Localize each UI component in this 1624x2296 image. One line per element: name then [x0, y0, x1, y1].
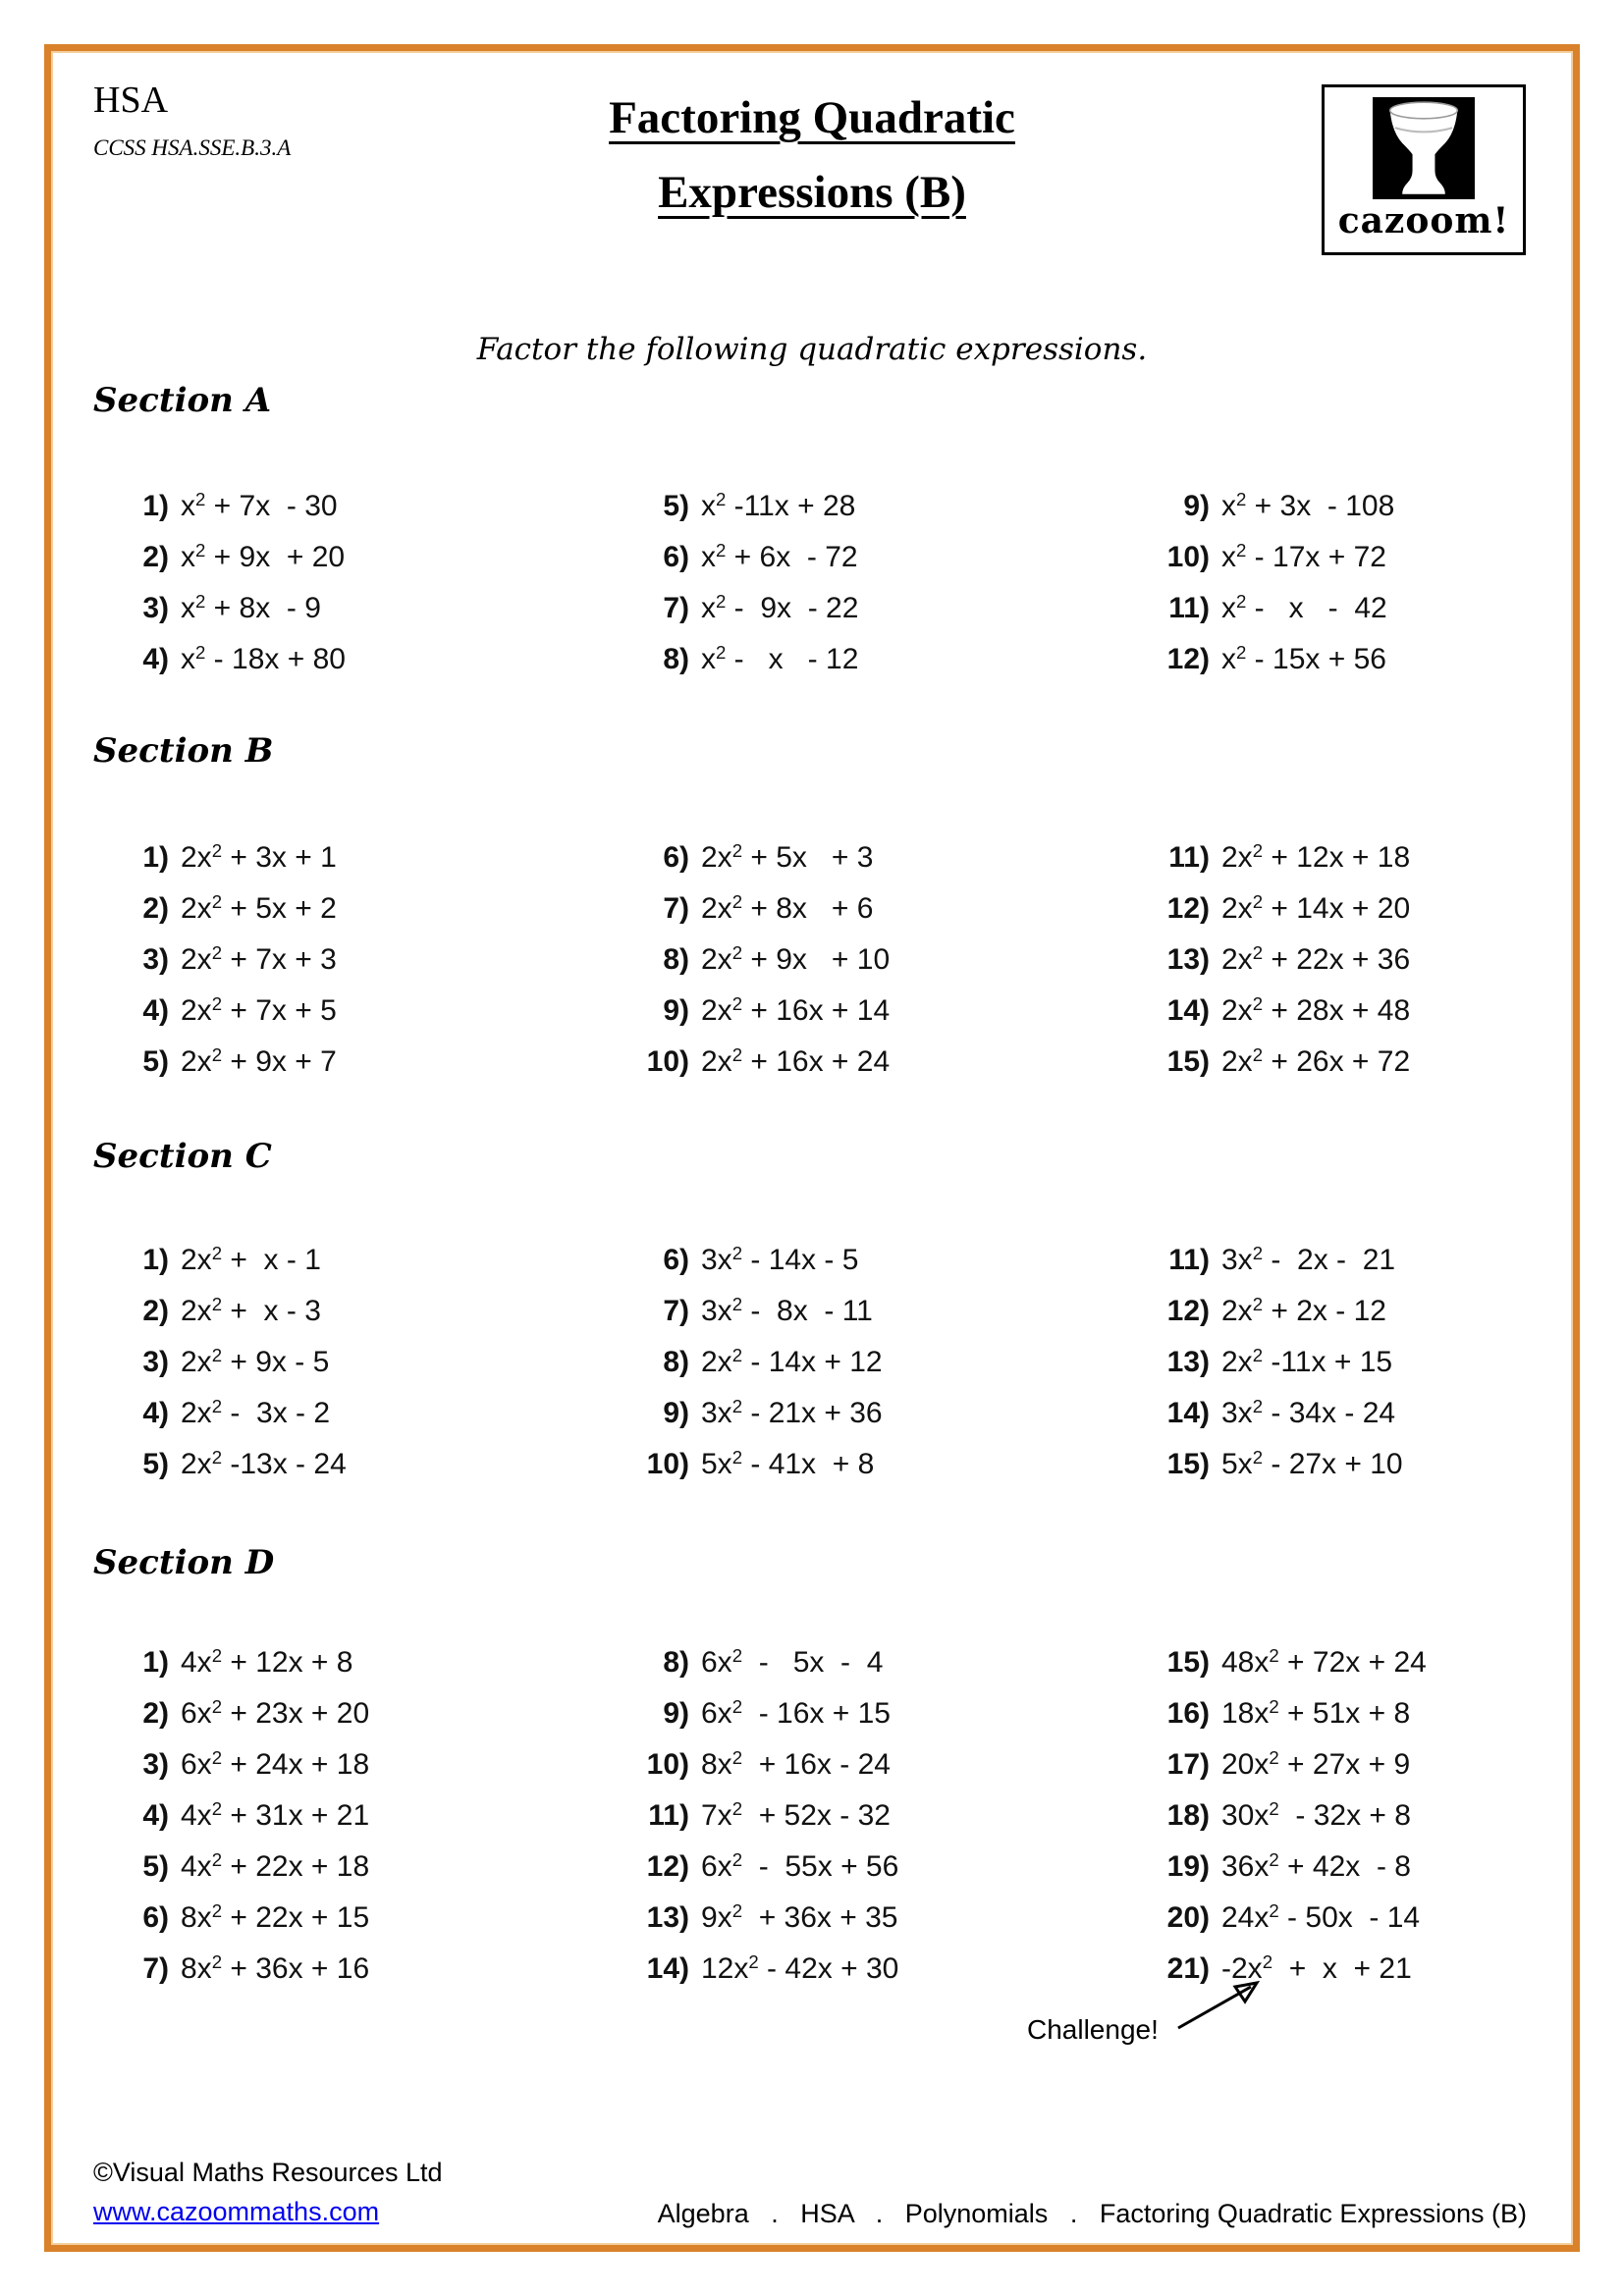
problem-expression: $6x^2 - 5x - 4$ — [701, 1644, 884, 1679]
problem-number: 13) — [646, 1901, 689, 1934]
problem-number: 10) — [646, 1748, 689, 1781]
problem-expression: $6x^2 - 55x + 56$ — [701, 1848, 899, 1883]
problem-column — [1139, 481, 1394, 685]
problem-number: 4) — [142, 1397, 169, 1429]
problem-expression: $2x^2 + 7x + 3$ — [181, 941, 337, 976]
problem-item — [98, 883, 337, 934]
problem-expression: $2x^2$ -13x - 24 — [181, 1446, 347, 1480]
problem-number: 3) — [142, 943, 169, 976]
problem-expression: $20x^2 + 27x + 9$ — [1221, 1746, 1411, 1781]
problem-item — [619, 634, 858, 685]
problem-item — [98, 1944, 369, 1995]
problem-number: 18) — [1166, 1799, 1210, 1832]
problem-number: 9) — [663, 994, 689, 1027]
problem-item — [619, 1637, 898, 1688]
problem-expression: $2x^2 + 5x + 3$ — [701, 839, 874, 874]
problem-expression: $2x^2 + 12x + 18$ — [1221, 839, 1411, 874]
title-line-1: Factoring Quadratic — [609, 92, 1015, 143]
problem-item — [98, 481, 346, 532]
problem-item — [1139, 1893, 1427, 1944]
drum-icon — [1373, 97, 1475, 199]
problem-item — [98, 1337, 347, 1388]
cazoom-logo — [1322, 84, 1526, 255]
problem-item — [1139, 934, 1410, 986]
problem-number: 19) — [1166, 1850, 1210, 1883]
problem-expression: $8x^2 + 22x + 15$ — [181, 1899, 370, 1934]
problem-number: 11) — [1168, 841, 1210, 874]
problem-expression: $30x^2 - 32x + 8$ — [1221, 1797, 1411, 1832]
course-code: HSA — [93, 80, 169, 121]
problem-item — [98, 1637, 369, 1688]
problem-number: 8) — [663, 643, 689, 675]
problem-item — [1139, 1439, 1403, 1490]
problem-expression: $24x^2 - 50x - 14$ — [1221, 1899, 1421, 1934]
problem-expression: $12x^2 - 42x + 30$ — [701, 1950, 899, 1985]
problem-number: 5) — [142, 1850, 169, 1883]
problem-expression: $6x^2 - 16x + 15$ — [701, 1695, 891, 1730]
problem-expression: $5x^2 - 27x + 10$ — [1221, 1446, 1403, 1480]
problem-column — [98, 832, 337, 1088]
challenge-arrow-icon — [1170, 1971, 1269, 2040]
problem-expression: $x^2 + 6x - 72$ — [701, 539, 858, 573]
problem-number: 5) — [142, 1045, 169, 1078]
worksheet-title — [419, 80, 1205, 230]
problem-item — [1139, 1235, 1403, 1286]
problem-expression: $2x^2 + 9x - 5$ — [181, 1344, 330, 1378]
cazoom-logo-text: cazoom! — [1337, 200, 1510, 241]
problem-expression: $2x^2 + 28x + 48$ — [1221, 992, 1411, 1027]
problem-expression: $6x^2 + 24x + 18$ — [181, 1746, 370, 1781]
problem-expression: $x^2 - 18x + 80$ — [181, 641, 346, 675]
problem-item — [1139, 1842, 1427, 1893]
problem-number: 12) — [1166, 1295, 1210, 1327]
footer-breadcrumb: Algebra . HSA . Polynomials . Factoring Quadratic Expressions (B) — [657, 2199, 1527, 2228]
problem-item — [619, 934, 890, 986]
problem-item — [619, 1235, 883, 1286]
problem-expression: $2x^2 - 3x - 2$ — [181, 1395, 331, 1429]
problem-item — [1139, 986, 1410, 1037]
problem-item — [619, 481, 858, 532]
problem-number: 11) — [648, 1799, 689, 1832]
problem-expression: $18x^2 + 51x + 8$ — [1221, 1695, 1411, 1730]
section-c-heading: Section C — [93, 1137, 272, 1176]
problem-item — [98, 532, 346, 583]
problem-expression: $48x^2 + 72x + 24$ — [1221, 1644, 1427, 1679]
problem-number: 8) — [663, 1646, 689, 1679]
problem-item — [98, 1388, 347, 1439]
problem-number: 3) — [142, 592, 169, 624]
problem-expression: $x^2$ -11x + 28 — [701, 488, 856, 522]
problem-expression: $4x^2 + 12x + 8$ — [181, 1644, 353, 1679]
problem-item — [1139, 1286, 1403, 1337]
problem-expression: $2x^2 + x - 3$ — [181, 1293, 321, 1327]
problem-number: 15) — [1166, 1448, 1210, 1480]
problem-item — [98, 934, 337, 986]
problem-item — [619, 1790, 898, 1842]
problem-expression: $3x^2 - 21x + 36$ — [701, 1395, 883, 1429]
problem-item — [619, 1688, 898, 1739]
problem-number: 10) — [646, 1448, 689, 1480]
problem-item — [619, 832, 890, 883]
problem-number: 12) — [1166, 643, 1210, 675]
problem-expression: $3x^2 - 8x - 11$ — [701, 1293, 873, 1327]
problem-item — [98, 1286, 347, 1337]
problem-number: 2) — [142, 892, 169, 925]
problem-number: 9) — [1183, 490, 1210, 522]
problem-item — [619, 883, 890, 934]
problem-number: 8) — [663, 943, 689, 976]
problem-item — [98, 1790, 369, 1842]
problem-number: 6) — [663, 841, 689, 874]
problem-column — [98, 1637, 369, 1995]
problem-column — [98, 481, 346, 685]
problem-column — [619, 832, 890, 1088]
problem-number: 14) — [1166, 994, 1210, 1027]
problem-expression: $x^2 + 9x + 20$ — [181, 539, 346, 573]
problem-number: 15) — [1166, 1646, 1210, 1679]
problem-number: 11) — [1168, 1244, 1210, 1276]
problem-expression: $4x^2 + 22x + 18$ — [181, 1848, 370, 1883]
section-d-heading: Section D — [93, 1543, 275, 1582]
problem-number: 8) — [663, 1346, 689, 1378]
problem-number: 11) — [1168, 592, 1210, 624]
problem-expression: $x^2 + 3x - 108$ — [1221, 488, 1395, 522]
problem-expression: $2x^2 + 26x + 72$ — [1221, 1043, 1411, 1078]
problem-item — [619, 1439, 883, 1490]
problem-item — [619, 532, 858, 583]
problem-expression: $2x^2 + 7x + 5$ — [181, 992, 337, 1027]
problem-number: 3) — [142, 1346, 169, 1378]
challenge-label: Challenge! — [1027, 2014, 1159, 2045]
problem-number: 9) — [663, 1397, 689, 1429]
problem-number: 4) — [142, 1799, 169, 1832]
problem-item — [98, 1688, 369, 1739]
problem-item — [98, 1739, 369, 1790]
section-b-heading: Section B — [93, 731, 274, 771]
problem-item — [98, 634, 346, 685]
problem-number: 4) — [142, 994, 169, 1027]
problem-expression: $2x^2 - 14x + 12$ — [701, 1344, 883, 1378]
problem-item — [1139, 1790, 1427, 1842]
problem-number: 7) — [663, 1295, 689, 1327]
problem-number: 2) — [142, 541, 169, 573]
problem-column — [1139, 832, 1410, 1088]
problem-number: 1) — [142, 841, 169, 874]
problem-expression: $x^2 - 17x + 72$ — [1221, 539, 1386, 573]
problem-expression: $2x^2$ -11x + 15 — [1221, 1344, 1393, 1378]
problem-item — [98, 1235, 347, 1286]
problem-number: 6) — [663, 1244, 689, 1276]
problem-column — [619, 481, 858, 685]
problem-number: 10) — [646, 1045, 689, 1078]
problem-column — [619, 1235, 883, 1490]
problem-expression: $2x^2 + 2x - 12$ — [1221, 1293, 1386, 1327]
problem-number: 13) — [1166, 943, 1210, 976]
problem-number: 10) — [1166, 541, 1210, 573]
problem-item — [1139, 1037, 1410, 1088]
problem-expression: $8x^2 + 16x - 24$ — [701, 1746, 891, 1781]
problem-item — [619, 1388, 883, 1439]
problem-number: 3) — [142, 1748, 169, 1781]
problem-expression: $2x^2 + 8x + 6$ — [701, 890, 874, 925]
problem-number: 17) — [1166, 1748, 1210, 1781]
problem-item — [619, 986, 890, 1037]
problem-expression: $x^2 + 8x - 9$ — [181, 590, 321, 624]
problem-expression: $x^2 + 7x - 30$ — [181, 488, 338, 522]
problem-expression: $x^2 - 9x - 22$ — [701, 590, 859, 624]
problem-number: 1) — [142, 1244, 169, 1276]
problem-number: 1) — [142, 490, 169, 522]
problem-column — [1139, 1235, 1403, 1490]
problem-item — [619, 1286, 883, 1337]
problem-expression: $2x^2 + 16x + 14$ — [701, 992, 891, 1027]
problem-number: 20) — [1166, 1901, 1210, 1934]
problem-expression: $8x^2 + 36x + 16$ — [181, 1950, 370, 1985]
problem-number: 6) — [663, 541, 689, 573]
problem-item — [98, 583, 346, 634]
problem-expression: $2x^2 + 16x + 24$ — [701, 1043, 891, 1078]
title-line-2: Expressions (B) — [658, 167, 966, 218]
problem-item — [619, 1944, 898, 1995]
problem-expression: $36x^2 + 42x - 8$ — [1221, 1848, 1411, 1883]
problem-expression: $3x^2 - 34x - 24$ — [1221, 1395, 1396, 1429]
problem-number: 12) — [646, 1850, 689, 1883]
problem-number: 16) — [1166, 1697, 1210, 1730]
worksheet-instruction: Factor the following quadratic expressions. — [476, 332, 1148, 367]
problem-item — [98, 1893, 369, 1944]
problem-number: 7) — [142, 1952, 169, 1985]
problem-item — [98, 986, 337, 1037]
problem-column — [1139, 1637, 1427, 1995]
problem-expression: $2x^2 + 14x + 20$ — [1221, 890, 1411, 925]
problem-item — [98, 1842, 369, 1893]
problem-expression: $3x^2 - 14x - 5$ — [701, 1242, 859, 1276]
problem-expression: $2x^2 + 5x + 2$ — [181, 890, 337, 925]
problem-expression: $2x^2 + 9x + 7$ — [181, 1043, 337, 1078]
problem-item — [619, 1893, 898, 1944]
problem-number: 2) — [142, 1697, 169, 1730]
problem-expression: $x^2$ - x - 12 — [701, 641, 859, 675]
problem-expression: $-2x^2 + x + 21$ — [1221, 1950, 1412, 1985]
problem-number: 21) — [1166, 1952, 1210, 1985]
section-a-heading: Section A — [93, 381, 272, 420]
problem-number: 5) — [663, 490, 689, 522]
problem-number: 5) — [142, 1448, 169, 1480]
problem-item — [98, 1037, 337, 1088]
problem-expression: $5x^2 - 41x + 8$ — [701, 1446, 875, 1480]
problem-item — [1139, 634, 1394, 685]
problem-item — [98, 1439, 347, 1490]
problem-item — [1139, 1337, 1403, 1388]
problem-number: 9) — [663, 1697, 689, 1730]
problem-item — [1139, 832, 1410, 883]
problem-item — [619, 1842, 898, 1893]
problem-column — [619, 1637, 898, 1995]
problem-number: 14) — [646, 1952, 689, 1985]
problem-expression: $4x^2 + 31x + 21$ — [181, 1797, 370, 1832]
problem-expression: $2x^2 + 3x + 1$ — [181, 839, 337, 874]
problem-item — [619, 583, 858, 634]
problem-column — [98, 1235, 347, 1490]
problem-number: 2) — [142, 1295, 169, 1327]
problem-item — [1139, 532, 1394, 583]
problem-item — [1139, 481, 1394, 532]
problem-number: 12) — [1166, 892, 1210, 925]
problem-number: 6) — [142, 1901, 169, 1934]
problem-expression: $6x^2 + 23x + 20$ — [181, 1695, 370, 1730]
problem-number: 7) — [663, 592, 689, 624]
problem-expression: $2x^2 + 22x + 36$ — [1221, 941, 1411, 976]
problem-item — [619, 1739, 898, 1790]
problem-number: 13) — [1166, 1346, 1210, 1378]
problem-expression: $3x^2 - 2x - 21$ — [1221, 1242, 1396, 1276]
problem-expression: $2x^2 + 9x + 10$ — [701, 941, 891, 976]
footer-website-link[interactable]: www.cazoommaths.com — [93, 2197, 380, 2226]
problem-item — [1139, 1739, 1427, 1790]
problem-item — [1139, 883, 1410, 934]
footer-copyright: ©Visual Maths Resources Ltd — [93, 2158, 443, 2187]
problem-item — [619, 1037, 890, 1088]
problem-expression: $x^2$ - x - 42 — [1221, 590, 1387, 624]
problem-expression: $x^2 - 15x + 56$ — [1221, 641, 1386, 675]
problem-item — [1139, 1388, 1403, 1439]
problem-number: 1) — [142, 1646, 169, 1679]
problem-number: 15) — [1166, 1045, 1210, 1078]
problem-item — [619, 1337, 883, 1388]
problem-number: 7) — [663, 892, 689, 925]
problem-item — [98, 832, 337, 883]
problem-expression: $9x^2 + 36x + 35$ — [701, 1899, 898, 1934]
problem-number: 4) — [142, 643, 169, 675]
ccss-standard: CCSS HSA.SSE.B.3.A — [93, 135, 292, 160]
problem-item — [1139, 583, 1394, 634]
problem-expression: $2x^2 + x - 1$ — [181, 1242, 321, 1276]
problem-number: 14) — [1166, 1397, 1210, 1429]
problem-item — [1139, 1688, 1427, 1739]
problem-expression: $7x^2 + 52x - 32$ — [701, 1797, 891, 1832]
problem-item — [1139, 1637, 1427, 1688]
